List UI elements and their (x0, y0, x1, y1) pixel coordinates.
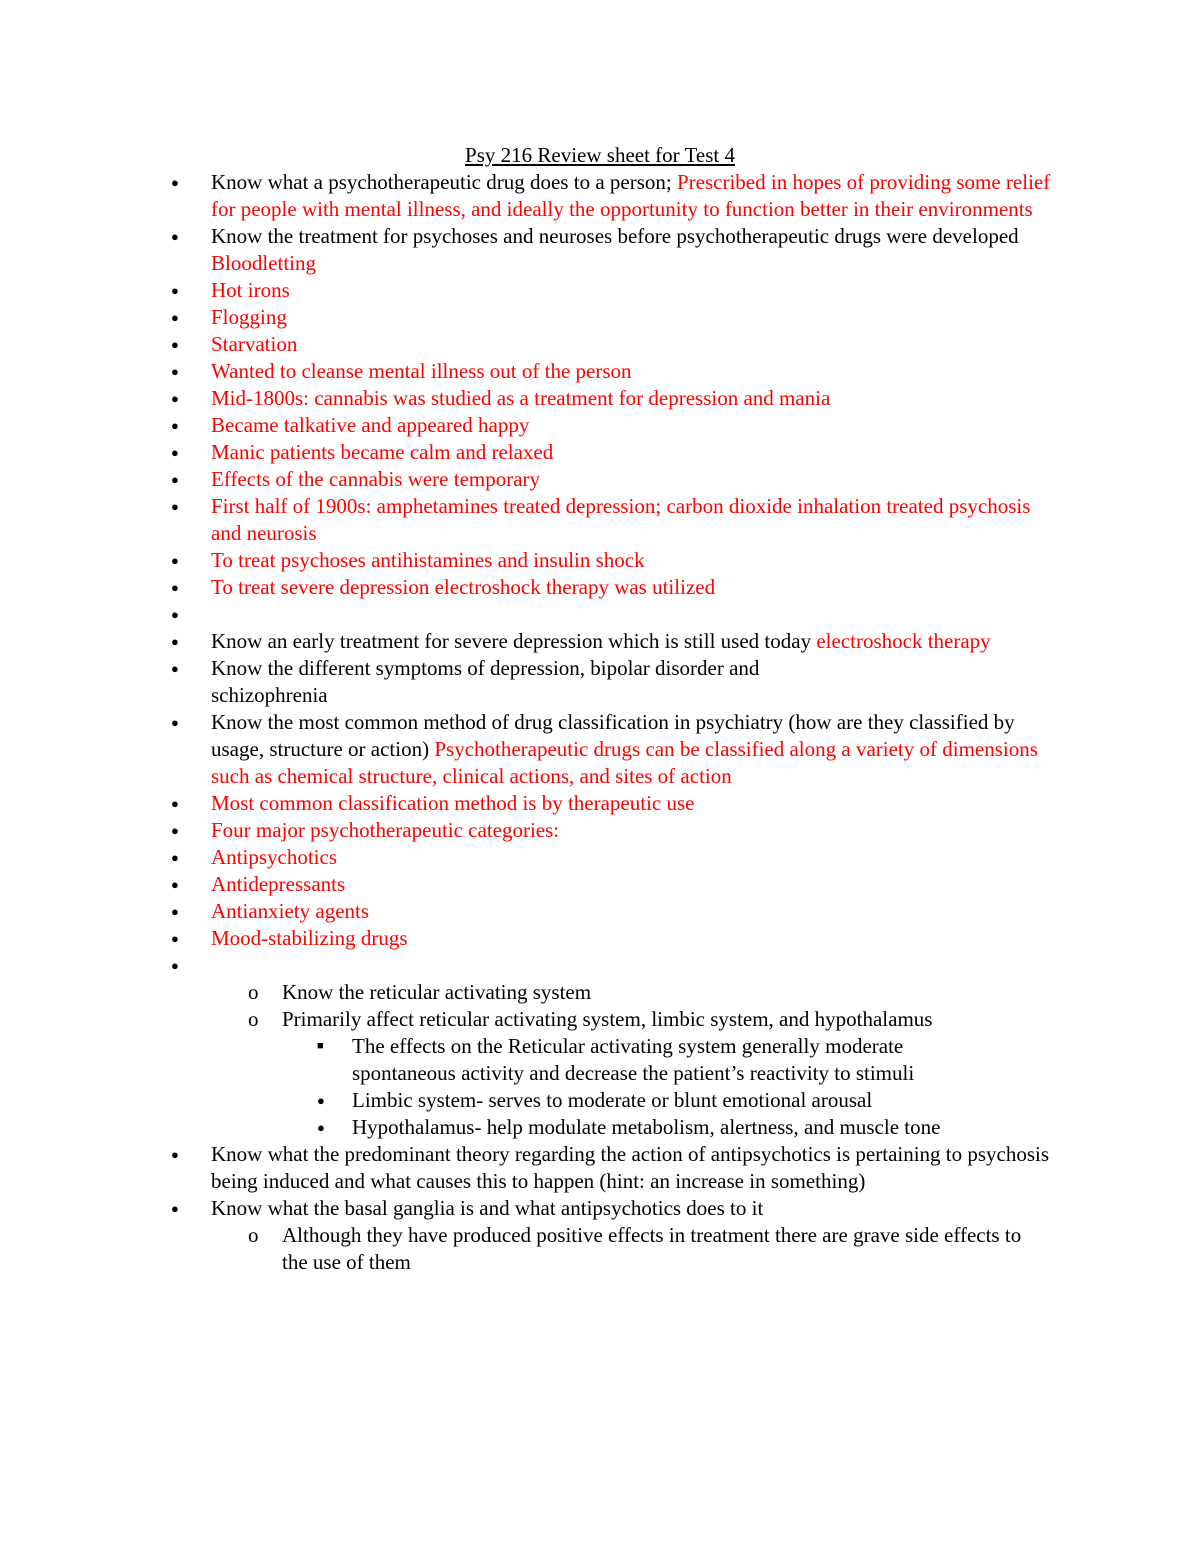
bullet-circle-icon: o (248, 1223, 259, 1247)
bullet-dot-icon: ● (171, 715, 179, 730)
question-text: Know what a psychotherapeutic drug does to a person; (211, 170, 672, 194)
bullet-dot-icon: ● (171, 823, 179, 838)
bullet-circle-icon: o (248, 980, 259, 1004)
question-text: Although they have produced positive effects in treatment there are grave side effects to the use of them (282, 1223, 1022, 1274)
bullet-square-icon: ■ (317, 1040, 324, 1052)
document-title: Psy 216 Review sheet for Test 4 (465, 143, 735, 167)
answer-text: Manic patients became calm and relaxed (211, 440, 554, 464)
answer-text: Antidepressants (211, 872, 346, 896)
bullet-dot-icon: ● (171, 661, 179, 676)
answer-text: Mood-stabilizing drugs (211, 926, 408, 950)
bullet-dot-icon: ● (171, 796, 179, 811)
bullet-dot-icon: ● (171, 850, 179, 865)
list-item (0, 277, 1061, 304)
list-item (0, 1222, 1052, 1276)
bullet-dot-icon: ● (171, 499, 179, 514)
answer-text: Mid-1800s: cannabis was studied as a treatment for depression and mania (211, 386, 831, 410)
list-item (0, 304, 1061, 331)
bullet-dot-icon: ● (171, 418, 179, 433)
list-item (0, 844, 1061, 871)
bullet-circle-icon: o (248, 1007, 259, 1031)
answer-text: Wanted to cleanse mental illness out of the person (211, 359, 632, 383)
answer-text: To treat severe depression electroshock therapy was utilized (211, 575, 716, 599)
list-item (0, 412, 1061, 439)
question-text: Know the different symptoms of depression, bipolar disorder and (211, 656, 760, 680)
answer-text: Effects of the cannabis were temporary (211, 467, 541, 491)
list-item (0, 1114, 992, 1141)
list-item (0, 952, 1061, 979)
list-item (0, 898, 1061, 925)
list-item (0, 331, 1061, 358)
review-list (0, 169, 1200, 1276)
answer-text: First half of 1900s: amphetamines treated depression; carbon dioxide inhalation treated psychosis and neurosis (211, 494, 1031, 545)
list-item (0, 1087, 992, 1114)
question-text: Limbic system- serves to moderate or blunt emotional arousal (352, 1088, 873, 1112)
bullet-dot-icon: ● (171, 904, 179, 919)
list-item (0, 385, 1061, 412)
bullet-dot-icon: ● (171, 364, 179, 379)
list-item (0, 574, 1061, 601)
list-item (0, 790, 1061, 817)
question-text: Primarily affect reticular activating system, limbic system, and hypothalamus (282, 1007, 933, 1031)
answer-text: Bloodletting (211, 251, 316, 275)
list-item (0, 1033, 992, 1087)
list-item (0, 169, 1061, 223)
question-text: Hypothalamus- help modulate metabolism, alertness, and muscle tone (352, 1115, 941, 1139)
answer-text: Antipsychotics (211, 845, 337, 869)
bullet-dot-icon: ● (171, 337, 179, 352)
answer-text: electroshock therapy (816, 629, 991, 653)
question-text: schizophrenia (211, 683, 328, 707)
bullet-dot-icon: ● (171, 1201, 179, 1216)
question-text: The effects on the Reticular activating system generally moderate spontaneous activity and decrease the patient’s reactivity to stimuli (352, 1034, 915, 1085)
bullet-dot-icon: ● (171, 634, 179, 649)
question-text: Know the reticular activating system (282, 980, 592, 1004)
list-item (0, 655, 1061, 709)
answer-text: Most common classification method is by therapeutic use (211, 791, 695, 815)
bullet-dot-icon: ● (171, 958, 179, 973)
bullet-dot-icon: ● (171, 580, 179, 595)
list-item (0, 493, 1061, 547)
answer-text: Hot irons (211, 278, 290, 302)
bullet-dot-icon: ● (171, 229, 179, 244)
bullet-dot-icon: ● (171, 553, 179, 568)
list-item (0, 1195, 1061, 1222)
answer-text: Became talkative and appeared happy (211, 413, 530, 437)
list-item (0, 1141, 1061, 1195)
bullet-dot-icon: ● (317, 1093, 325, 1108)
bullet-dot-icon: ● (171, 391, 179, 406)
bullet-dot-icon: ● (171, 283, 179, 298)
list-item (0, 439, 1061, 466)
bullet-dot-icon: ● (171, 931, 179, 946)
list-item (0, 709, 1061, 790)
list-item (0, 1006, 1052, 1033)
list-item (0, 628, 1061, 655)
answer-text: Starvation (211, 332, 298, 356)
question-text: Know an early treatment for severe depression which is still used today (211, 629, 812, 653)
list-item (0, 358, 1061, 385)
answer-text: Prescribed in hopes of providing some relief for people with mental illness, and ideally the opportunity to function better in their environments (211, 170, 1051, 221)
list-item (0, 223, 1061, 277)
bullet-dot-icon: ● (171, 175, 179, 190)
list-item (0, 925, 1061, 952)
list-item (0, 871, 1061, 898)
answer-text: Psychotherapeutic drugs can be classified along a variety of dimensions such as chemical structure, clinical actions, and sites of action (211, 737, 1038, 788)
answer-text: To treat psychoses antihistamines and insulin shock (211, 548, 645, 572)
list-item (0, 817, 1061, 844)
question-text: Know what the predominant theory regarding the action of antipsychotics is pertaining to psychosis being induced and what causes this to happen (hint: an increase in something) (211, 1142, 1050, 1193)
list-item (0, 601, 1061, 628)
bullet-dot-icon: ● (171, 472, 179, 487)
bullet-dot-icon: ● (317, 1120, 325, 1135)
question-text: Know what the basal ganglia is and what antipsychotics does to it (211, 1196, 764, 1220)
list-item (0, 466, 1061, 493)
list-item (0, 547, 1061, 574)
question-text: Know the most common method of drug classification in psychiatry (how are they classified by usage, structure or action) (211, 710, 1015, 761)
bullet-dot-icon: ● (171, 607, 179, 622)
answer-text: Antianxiety agents (211, 899, 370, 923)
answer-text: Four major psychotherapeutic categories: (211, 818, 560, 842)
bullet-dot-icon: ● (171, 877, 179, 892)
bullet-dot-icon: ● (171, 1147, 179, 1162)
question-text: Know the treatment for psychoses and neuroses before psychotherapeutic drugs were developed (211, 224, 1019, 248)
bullet-dot-icon: ● (171, 310, 179, 325)
list-item (0, 979, 1052, 1006)
bullet-dot-icon: ● (171, 445, 179, 460)
answer-text: Flogging (211, 305, 287, 329)
